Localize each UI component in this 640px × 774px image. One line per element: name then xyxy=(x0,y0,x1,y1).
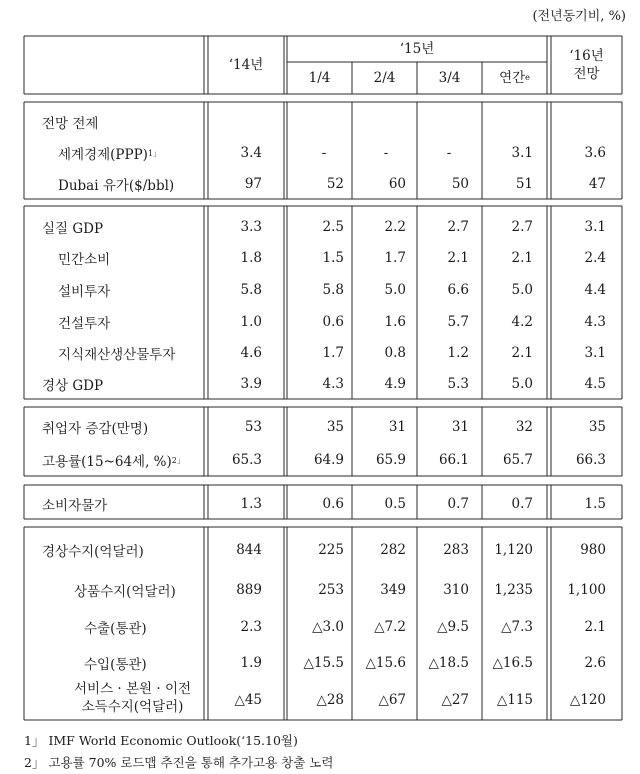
table-cell: 1.5 xyxy=(584,496,606,512)
table-cell: 4.9 xyxy=(384,376,406,392)
table-cell: 283 xyxy=(443,542,469,558)
table-cell: 0.5 xyxy=(384,496,406,512)
table-cell: 1.9 xyxy=(240,655,262,671)
table-cell: 5.3 xyxy=(447,376,469,392)
table-cell: 3.1 xyxy=(584,345,606,361)
table-cell: 4.3 xyxy=(584,314,606,330)
table-cell: 97 xyxy=(244,176,262,192)
table-cell: 31 xyxy=(451,419,469,435)
table-cell: △67 xyxy=(378,692,406,708)
header-2014-label: ‘14년 xyxy=(228,56,264,73)
table-cell: 1.2 xyxy=(447,345,469,361)
table-cell: 2.2 xyxy=(384,219,406,235)
table-cell: 3.4 xyxy=(240,145,262,161)
table-cell: 980 xyxy=(580,542,606,558)
header-2015-label: ‘15년 xyxy=(399,40,435,57)
row-label: 실질 GDP xyxy=(42,221,104,237)
table-cell: 5.0 xyxy=(511,376,533,392)
row-label: 경상수지(억달러) xyxy=(42,544,144,560)
table-cell: 225 xyxy=(318,542,344,558)
table-cell: 65.3 xyxy=(231,452,262,468)
table-cell: 47 xyxy=(588,176,606,192)
table-cell: 2.1 xyxy=(511,345,533,361)
table-cell: 5.0 xyxy=(384,282,406,298)
table-cell: 5.8 xyxy=(322,282,344,298)
table-cell: △15.5 xyxy=(303,655,344,671)
table-cell: 1.0 xyxy=(240,314,262,330)
table-cell: - xyxy=(383,145,389,161)
row-label: 전망 전제 xyxy=(42,116,99,132)
header-q3: 3/4 xyxy=(438,70,461,87)
row-label: 소비자물가 xyxy=(42,498,108,514)
row-label: 경상 GDP xyxy=(42,378,104,394)
table-cell: △120 xyxy=(569,692,606,708)
table-cell: 1.7 xyxy=(322,345,344,361)
table-cell: 2.1 xyxy=(511,250,533,266)
table-cell: 4.6 xyxy=(240,345,262,361)
table-cell: 31 xyxy=(388,419,406,435)
row-label: 수출(통관) xyxy=(84,621,147,637)
table-cell: 35 xyxy=(326,419,344,435)
table-cell: - xyxy=(446,145,452,161)
table-cell: 2.7 xyxy=(511,219,533,235)
table-cell: 3.9 xyxy=(240,376,262,392)
table-cell: 2.5 xyxy=(322,219,344,235)
table-cell: △9.5 xyxy=(437,619,469,635)
header-q2: 2/4 xyxy=(373,70,396,87)
table-cell: 64.9 xyxy=(313,452,344,468)
table-cell: 2.1 xyxy=(584,619,606,635)
header-2015-group xyxy=(287,36,547,62)
table-cell: 4.5 xyxy=(584,376,606,392)
table-cell: 5.0 xyxy=(511,282,533,298)
table-cell: 0.6 xyxy=(322,496,344,512)
table-cell: 4.2 xyxy=(511,314,533,330)
table-cell: 3.1 xyxy=(511,145,533,161)
table-cell: 4.3 xyxy=(322,376,344,392)
table-cell: 1.3 xyxy=(240,496,262,512)
row-label: 서비스 · 본원 · 이전 소득수지(억달러) xyxy=(74,681,192,716)
row-label: 수입(통관) xyxy=(84,657,147,673)
row-label: 지식재산생산물투자 xyxy=(58,347,176,363)
table-cell: 65.9 xyxy=(375,452,406,468)
table-cell: 3.3 xyxy=(240,219,262,235)
unit-note: (전년동기비, %) xyxy=(532,9,626,24)
table-cell: 349 xyxy=(380,582,406,598)
table-cell: △3.0 xyxy=(312,619,344,635)
table-cell: 52 xyxy=(326,176,344,192)
table-cell: △16.5 xyxy=(492,655,533,671)
row-label: 취업자 증감(만명) xyxy=(42,421,149,437)
table-cell: 50 xyxy=(451,176,469,192)
table-cell: 53 xyxy=(244,419,262,435)
table-cell: 0.6 xyxy=(322,314,344,330)
row-label: 세계경제(PPP) 1」 xyxy=(58,147,162,163)
table-cell: △7.3 xyxy=(501,619,533,635)
header-2016: ‘16년 전망 xyxy=(569,47,604,82)
table-cell: 51 xyxy=(515,176,533,192)
table-cell: 2.3 xyxy=(240,619,262,635)
table-cell: 32 xyxy=(515,419,533,435)
table-cell: 60 xyxy=(388,176,406,192)
table-cell: △27 xyxy=(441,692,469,708)
table-cell: 1,120 xyxy=(494,542,533,558)
table-cell: 6.6 xyxy=(447,282,469,298)
table-cell: 1.7 xyxy=(384,250,406,266)
table-cell: 1,100 xyxy=(567,582,606,598)
header-q1: 1/4 xyxy=(308,70,331,87)
table-cell: 1.5 xyxy=(322,250,344,266)
table-cell: △15.6 xyxy=(365,655,406,671)
table-cell: 35 xyxy=(588,419,606,435)
table-cell: △45 xyxy=(234,692,262,708)
table-cell: 889 xyxy=(236,582,262,598)
table-cell: 2.7 xyxy=(447,219,469,235)
table-cell: 1.6 xyxy=(384,314,406,330)
table-cell: 3.1 xyxy=(584,219,606,235)
footnote-1: 1」 IMF World Economic Outlook(‘15.10월) xyxy=(24,733,298,748)
table-cell: △28 xyxy=(316,692,344,708)
table-cell: 253 xyxy=(318,582,344,598)
table-cell: 65.7 xyxy=(502,452,533,468)
table-cell: △18.5 xyxy=(428,655,469,671)
row-label: 설비투자 xyxy=(58,284,111,300)
table-cell: 3.6 xyxy=(584,145,606,161)
row-label: 민간소비 xyxy=(58,252,111,268)
table-cell: △115 xyxy=(496,692,533,708)
table-cell: 1,235 xyxy=(494,582,533,598)
table-cell: 0.7 xyxy=(447,496,469,512)
table-cell: - xyxy=(321,145,327,161)
table-cell: 0.8 xyxy=(384,345,406,361)
table-cell: 66.3 xyxy=(575,452,606,468)
header-2014 xyxy=(208,36,284,94)
table-cell: 5.8 xyxy=(240,282,262,298)
header-annual: 연간 e xyxy=(499,70,530,87)
table-cell: 282 xyxy=(380,542,406,558)
footnote-2: 2」 고용률 70% 로드맵 추진을 통해 추가고용 창출 노력 xyxy=(24,755,334,770)
table-cell: 2.4 xyxy=(584,250,606,266)
table-cell: △7.2 xyxy=(374,619,406,635)
row-label: 상품수지(억달러) xyxy=(74,584,176,600)
table-cell: 844 xyxy=(236,542,262,558)
table-cell: 2.6 xyxy=(584,655,606,671)
table-cell: 0.7 xyxy=(511,496,533,512)
table-cell: 66.1 xyxy=(438,452,469,468)
table-cell: 310 xyxy=(443,582,469,598)
table-cell: 1.8 xyxy=(240,250,262,266)
table-cell: 4.4 xyxy=(584,282,606,298)
row-label: 고용률(15~64세, %) 2」 xyxy=(42,454,185,470)
table-cell: 2.1 xyxy=(447,250,469,266)
row-label: Dubai 유가($/bbl) xyxy=(58,178,175,194)
table-cell: 5.7 xyxy=(447,314,469,330)
row-label: 건설투자 xyxy=(58,316,111,332)
